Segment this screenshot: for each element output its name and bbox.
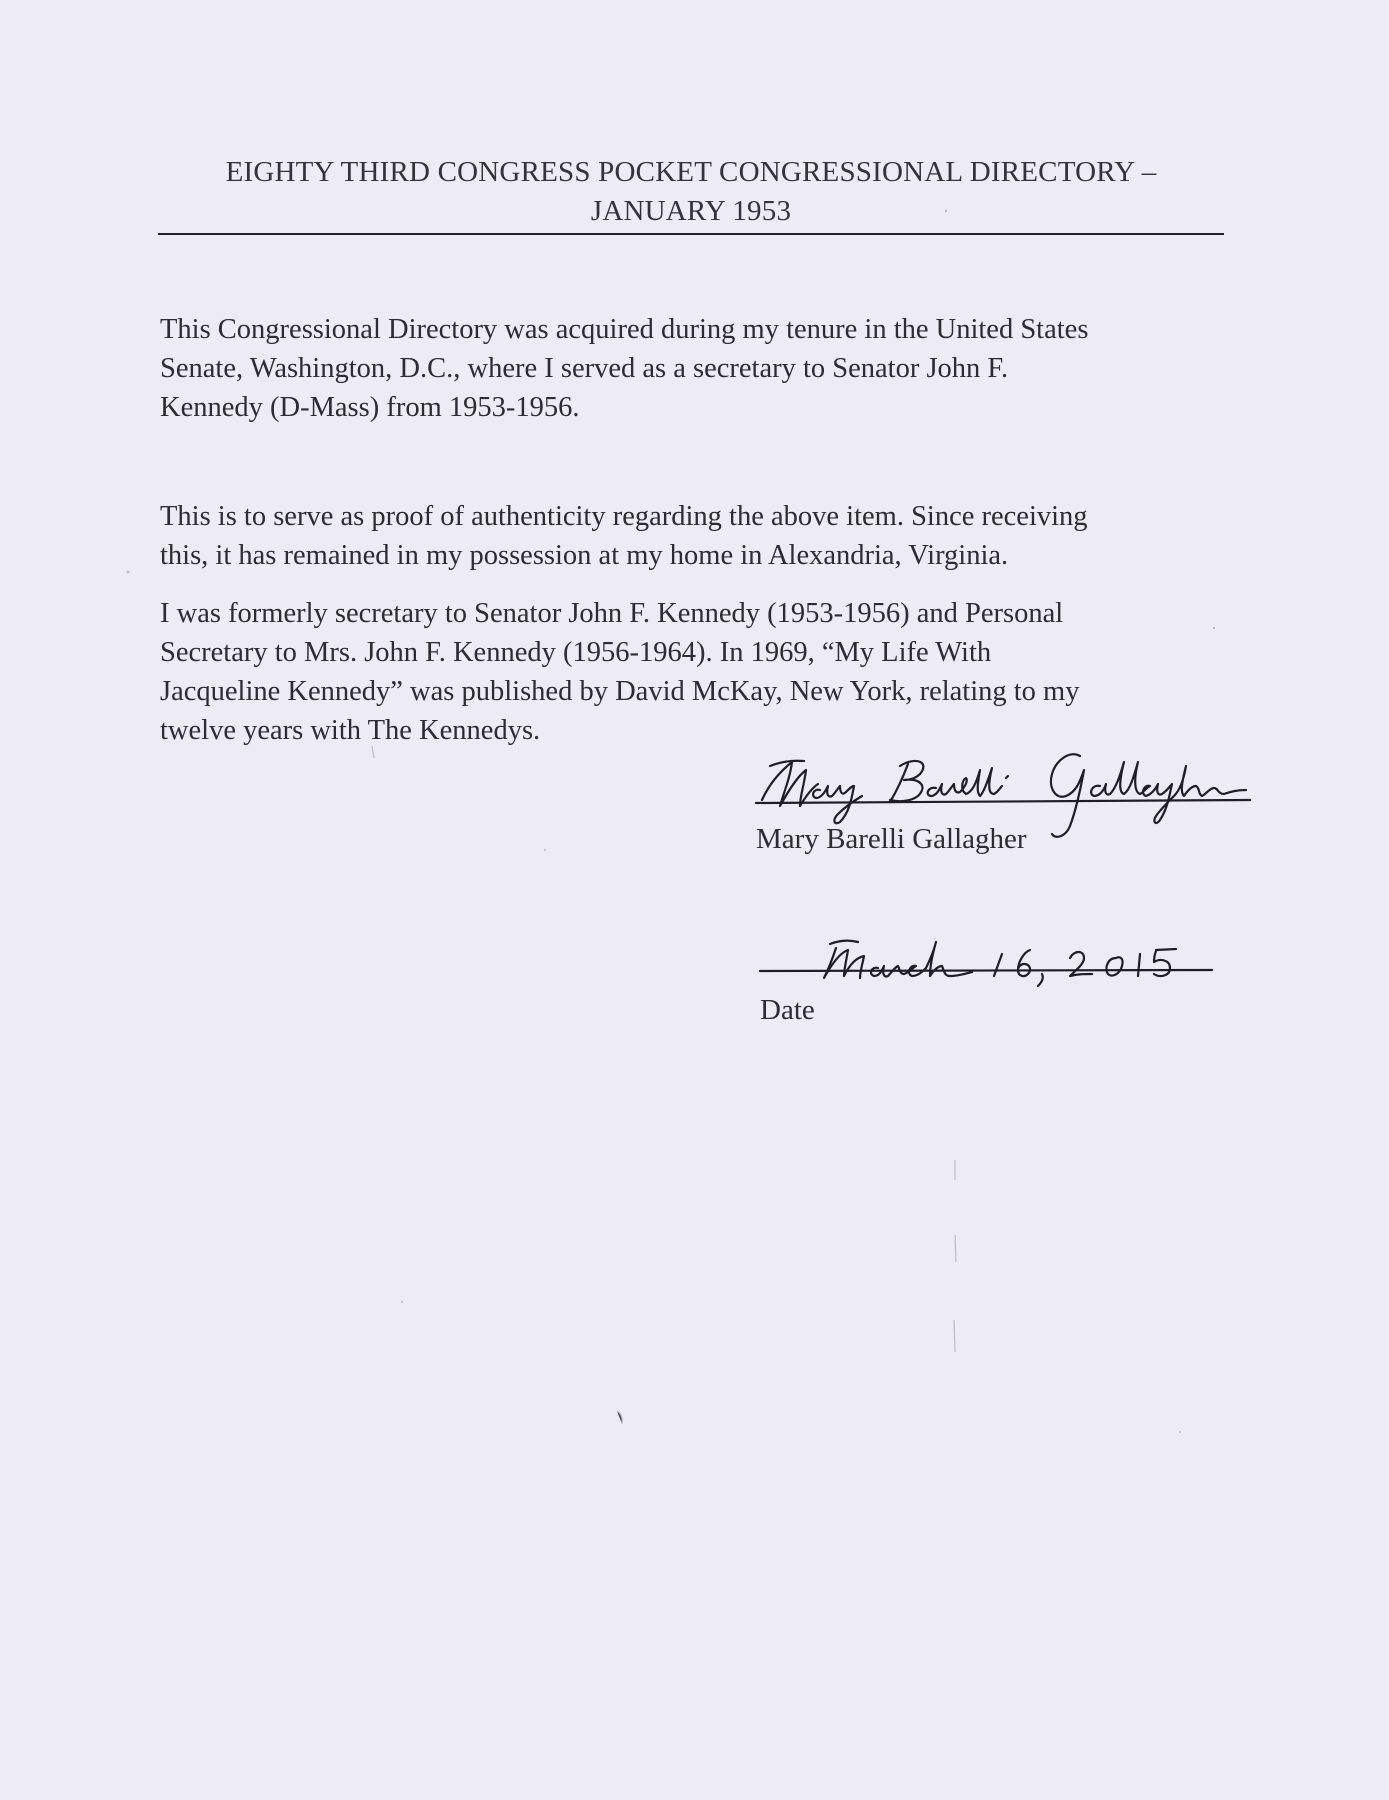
title-underline-divider: [158, 233, 1224, 235]
paragraph-line: Secretary to Mrs. John F. Kennedy (1956-1964). In 1969, “My Life With: [160, 637, 992, 668]
document-title-line-1: EIGHTY THIRD CONGRESS POCKET CONGRESSIONAL DIRECTORY –: [225, 156, 1157, 188]
handwritten-date: [740, 920, 1240, 1000]
paragraph-line: Jacqueline Kennedy” was published by David McKay, New York, relating to my: [160, 676, 1080, 707]
date-label: Date: [760, 994, 815, 1026]
paragraph-line: Kennedy (D-Mass) from 1953-1956.: [160, 392, 580, 423]
document-title-line-2: JANUARY 1953: [590, 195, 792, 227]
paragraph-authenticity: [160, 497, 1230, 575]
paragraph-line: This Congressional Directory was acquired during my tenure in the United States: [160, 314, 1089, 345]
paragraph-line: this, it has remained in my possession at my home in Alexandria, Virginia.: [160, 540, 1009, 571]
paragraph-line: Senate, Washington, D.C., where I served as a secretary to Senator John F.: [160, 353, 1009, 384]
paragraph-acquisition: [160, 310, 1230, 427]
signer-printed-name: Mary Barelli Gallagher: [756, 823, 1027, 855]
paragraph-line: twelve years with The Kennedys.: [160, 715, 541, 746]
paragraph-line: I was formerly secretary to Senator John F. Kennedy (1953-1956) and Personal: [160, 598, 1064, 629]
paragraph-biography: [160, 594, 1230, 750]
paragraph-line: This is to serve as proof of authenticity regarding the above item. Since receiving: [160, 501, 1088, 532]
signature-handwritten-text: [0, 0, 1, 1]
